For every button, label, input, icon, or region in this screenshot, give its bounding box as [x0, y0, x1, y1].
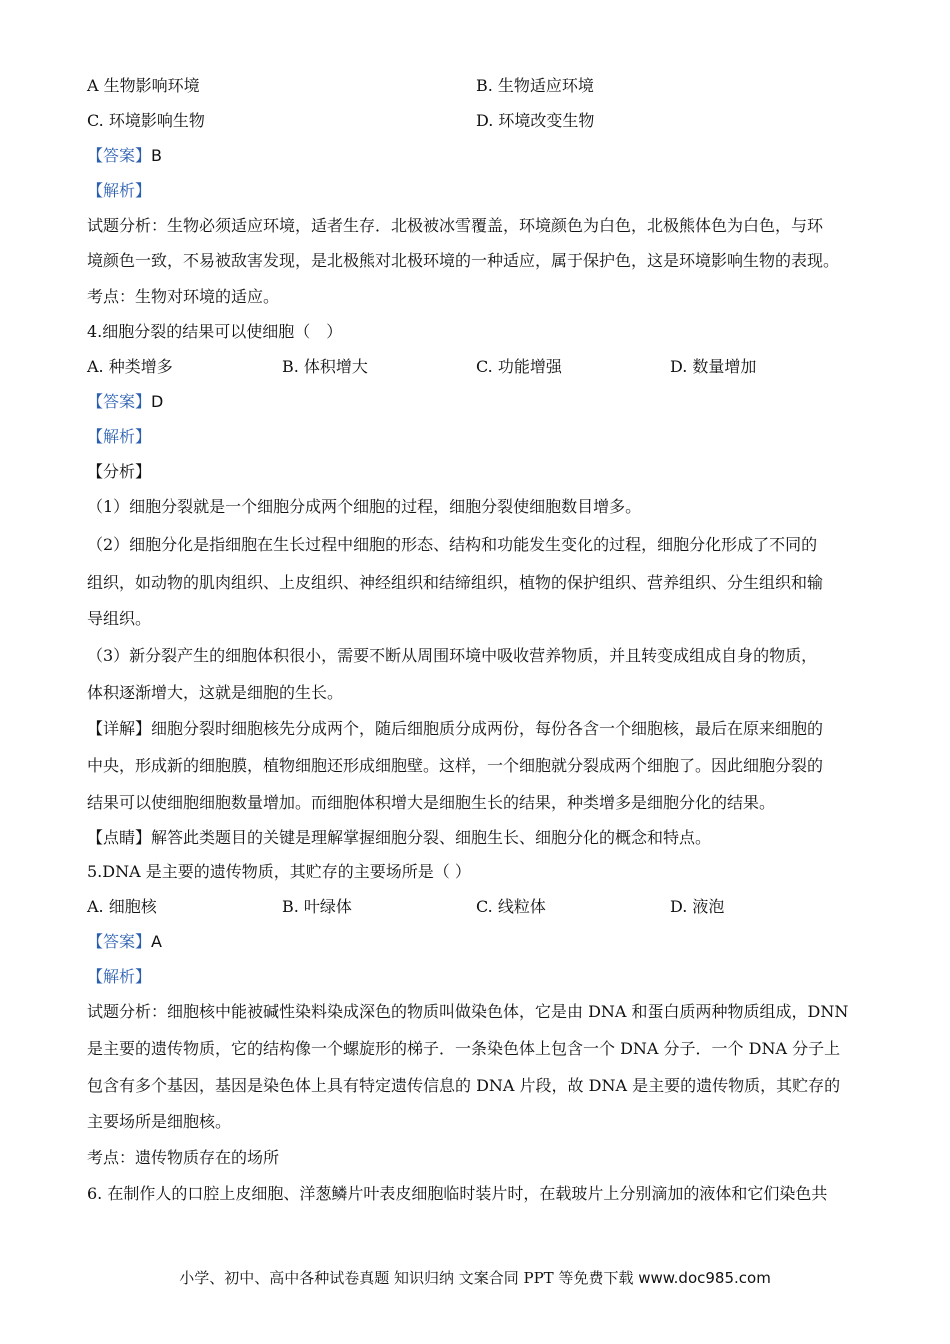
q3-option-b: B. 生物适应环境 — [476, 76, 594, 95]
tip-text: 解答此类题目的关键是理解掌握细胞分裂、细胞生长、细胞分化的概念和特点。 — [151, 828, 712, 847]
page-footer — [0, 1268, 950, 1288]
q4-analysis-line: （3）新分裂产生的细胞体积很小，需要不断从周围环境中吸收营养物质，并且转变成组成自身的物质， — [87, 646, 818, 665]
q3-kaodian: 考点：生物对环境的适应。 — [87, 287, 280, 306]
q4-analysis-tag: 【解析】 — [87, 427, 152, 446]
q5-explain-line: 包含有多个基因，基因是染色体上具有特定遗传信息的 DNA 片段，故 DNA 是主要的遗传物质，其贮存的 — [87, 1076, 841, 1095]
q4-tip-line — [87, 828, 867, 848]
q3-explain-line: 境颜色一致，不易被敌害发现，是北极熊对北极环境的一种适应，属于保护色，这是环境影响生物的表现。 — [87, 251, 840, 270]
q4-analysis-line: 组织，如动物的肌肉组织、上皮组织、神经组织和结缔组织，植物的保护组织、营养组织、分生组织和输 — [87, 573, 824, 592]
footer-text: 小学、初中、高中各种试卷真题 知识归纳 文案合同 PPT 等免费下载 — [179, 1269, 639, 1287]
answer-value: A — [151, 932, 162, 951]
detail-text: 细胞分裂时细胞核先分成两个，随后细胞质分成两份，每份各含一个细胞核，最后在原来细胞的 — [151, 719, 824, 738]
q6-stem: 6. 在制作人的口腔上皮细胞、洋葱鳞片叶表皮细胞临时装片时，在载玻片上分别滴加的液体和它们染色共 — [87, 1184, 828, 1203]
answer-value: D — [151, 392, 164, 411]
q5-explain-line: 是主要的遗传物质，它的结构像一个螺旋形的梯子．一条染色体上包含一个 DNA 分子．一个 DNA 分子上 — [87, 1039, 841, 1058]
q4-answer-row — [87, 392, 867, 412]
q4-option-c: C. 功能增强 — [476, 357, 562, 376]
answer-tag: 【答案】 — [87, 146, 152, 165]
q4-analysis-line: （2）细胞分化是指细胞在生长过程中细胞的形态、结构和功能发生变化的过程，细胞分化形成了不同的 — [87, 535, 818, 554]
q4-option-d: D. 数量增加 — [670, 357, 757, 376]
q4-option-b: B. 体积增大 — [282, 357, 368, 376]
q4-stem: 4.细胞分裂的结果可以使细胞（ ） — [87, 322, 343, 341]
q5-option-a: A. 细胞核 — [87, 897, 157, 916]
q3-option-c: C. 环境影响生物 — [87, 111, 205, 130]
q4-detail-line — [87, 719, 867, 739]
q4-detail-line: 中央，形成新的细胞膜，植物细胞还形成细胞壁。这样，一个细胞就分裂成两个细胞了。因此细胞分裂的 — [87, 756, 824, 775]
q5-option-d: D. 液泡 — [670, 897, 725, 916]
q5-stem: 5.DNA 是主要的遗传物质，其贮存的主要场所是（ ） — [87, 862, 471, 881]
q3-explain-line: 试题分析：生物必须适应环境，适者生存．北极被冰雪覆盖，环境颜色为白色，北极熊体色为白色，与环 — [87, 216, 824, 235]
q5-analysis-tag: 【解析】 — [87, 967, 152, 986]
q3-answer-row — [87, 146, 867, 166]
q4-analysis-line: 导组织。 — [87, 609, 152, 628]
answer-value: B — [151, 146, 162, 165]
q5-answer-row — [87, 932, 867, 952]
q5-explain-line: 主要场所是细胞核。 — [87, 1112, 232, 1131]
q4-fenxi-tag: 【分析】 — [87, 462, 152, 481]
q4-analysis-line: （1）细胞分裂就是一个细胞分成两个细胞的过程，细胞分裂使细胞数目增多。 — [87, 497, 642, 516]
tip-tag: 【点睛】 — [87, 828, 152, 847]
footer-url[interactable]: www.doc985.com — [638, 1269, 771, 1287]
q3-option-a: A 生物影响环境 — [87, 76, 200, 95]
answer-tag: 【答案】 — [87, 932, 152, 951]
q3-option-d: D. 环境改变生物 — [476, 111, 595, 130]
answer-tag: 【答案】 — [87, 392, 152, 411]
q3-analysis-tag: 【解析】 — [87, 181, 152, 200]
q5-option-c: C. 线粒体 — [476, 897, 546, 916]
q5-kaodian: 考点：遗传物质存在的场所 — [87, 1148, 280, 1167]
q4-option-a: A. 种类增多 — [87, 357, 173, 376]
q4-analysis-line: 体积逐渐增大，这就是细胞的生长。 — [87, 683, 344, 702]
q5-explain-line: 试题分析：细胞核中能被碱性染料染成深色的物质叫做染色体，它是由 DNA 和蛋白质两种物质组成，DNN — [87, 1002, 849, 1021]
detail-tag: 【详解】 — [87, 719, 152, 738]
q4-detail-line: 结果可以使细胞细胞数量增加。而细胞体积增大是细胞生长的结果，种类增多是细胞分化的结果。 — [87, 793, 776, 812]
q5-option-b: B. 叶绿体 — [282, 897, 352, 916]
